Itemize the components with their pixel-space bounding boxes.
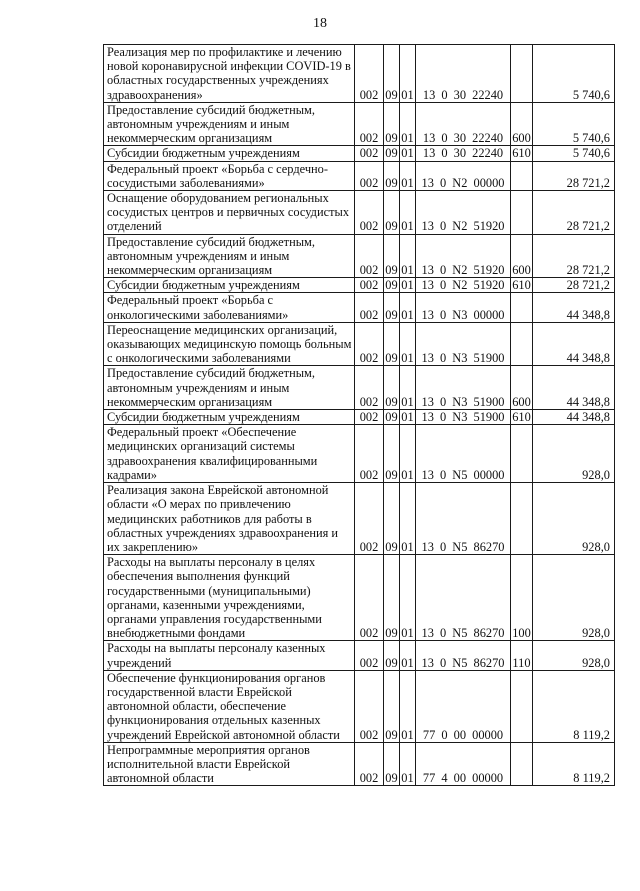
row-sum: 928,0 xyxy=(533,555,615,641)
row-rz: 09 xyxy=(384,102,400,146)
row-csr: 13 0 30 22240 xyxy=(422,146,504,161)
row-sum: 928,0 xyxy=(533,641,615,670)
row-rz: 09 xyxy=(384,45,400,103)
row-pr: 01 xyxy=(400,322,416,366)
row-csr-cell xyxy=(416,191,511,235)
row-vr: 600 xyxy=(511,102,533,146)
row-vr xyxy=(511,191,533,235)
row-rz: 09 xyxy=(384,191,400,235)
row-name: Субсидии бюджетным учреждениям xyxy=(104,410,355,425)
row-vr xyxy=(511,161,533,190)
row-gr: 002 xyxy=(355,483,384,555)
row-csr: 13 0 N5 00000 xyxy=(421,467,505,482)
row-pr: 01 xyxy=(401,410,414,425)
row-csr: 13 0 30 22240 xyxy=(422,87,504,102)
table-row xyxy=(104,425,615,483)
row-sum: 28 721,2 xyxy=(533,234,615,278)
row-csr-cell xyxy=(416,670,511,742)
row-rz: 09 xyxy=(385,410,398,425)
row-pr: 01 xyxy=(400,641,416,670)
row-rz: 09 xyxy=(384,555,400,641)
row-csr-cell xyxy=(416,234,511,278)
table-row xyxy=(104,322,615,366)
row-rz: 09 xyxy=(384,641,400,670)
row-csr-cell xyxy=(416,742,511,786)
row-name: Федеральный проект «Обеспечение медицинских организаций системы здравоохранения квалифицированными кадрами» xyxy=(104,425,355,483)
row-csr: 77 0 00 00000 xyxy=(422,727,504,742)
row-csr: 13 0 N3 51900 xyxy=(421,410,505,425)
table-row xyxy=(104,191,615,235)
row-csr: 13 0 N3 51900 xyxy=(421,394,505,409)
row-pr: 01 xyxy=(400,742,416,786)
row-gr: 002 xyxy=(355,425,384,483)
row-gr: 002 xyxy=(355,366,384,410)
row-csr-cell xyxy=(416,102,511,146)
row-sum: 5 740,6 xyxy=(533,45,615,103)
row-sum: 44 348,8 xyxy=(533,366,615,410)
row-csr-cell xyxy=(416,555,511,641)
row-csr-cell xyxy=(416,161,511,190)
row-gr: 002 xyxy=(355,322,384,366)
row-gr: 002 xyxy=(355,191,384,235)
row-pr: 01 xyxy=(400,425,416,483)
row-sum: 5 740,6 xyxy=(533,102,615,146)
table-row xyxy=(104,102,615,146)
row-csr-cell xyxy=(416,425,511,483)
row-csr-cell xyxy=(416,410,511,425)
row-vr: 100 xyxy=(511,555,533,641)
row-name: Предоставление субсидий бюджетным, автономным учреждениям и иным некоммерческим организациям xyxy=(104,234,355,278)
row-pr: 01 xyxy=(400,293,416,322)
row-csr-cell xyxy=(416,45,511,103)
row-vr xyxy=(511,45,533,103)
row-csr-cell xyxy=(416,366,511,410)
row-rz: 09 xyxy=(384,366,400,410)
row-name: Оснащение оборудованием региональных сосудистых центров и первичных сосудистых отделений xyxy=(104,191,355,235)
row-name: Непрограммные мероприятия органов исполнительной власти Еврейской автономной области xyxy=(104,742,355,786)
table-row xyxy=(104,234,615,278)
row-rz: 09 xyxy=(384,161,400,190)
row-name: Субсидии бюджетным учреждениям xyxy=(104,278,355,293)
row-name: Обеспечение функционирования органов государственной власти Еврейской автономной области, обеспечение функционирования отдельных казенных учреждений Еврейской автономной области xyxy=(104,670,355,742)
row-gr: 002 xyxy=(355,293,384,322)
table-row xyxy=(104,293,615,322)
row-gr: 002 xyxy=(355,146,384,161)
row-pr: 01 xyxy=(400,191,416,235)
row-pr: 01 xyxy=(400,161,416,190)
row-sum: 8 119,2 xyxy=(533,742,615,786)
row-rz: 09 xyxy=(385,278,398,293)
row-csr-cell xyxy=(416,293,511,322)
row-csr: 13 0 N2 51920 xyxy=(421,219,505,234)
row-csr-cell xyxy=(416,483,511,555)
row-rz: 09 xyxy=(384,483,400,555)
row-sum: 8 119,2 xyxy=(533,670,615,742)
row-sum: 928,0 xyxy=(533,483,615,555)
row-pr: 01 xyxy=(400,555,416,641)
row-csr: 13 0 N2 00000 xyxy=(421,175,505,190)
row-vr xyxy=(511,670,533,742)
row-gr: 002 xyxy=(355,161,384,190)
row-vr xyxy=(511,425,533,483)
row-pr: 01 xyxy=(400,483,416,555)
row-name: Реализация закона Еврейской автономной области «О мерах по привлечению медицинских работников для работы в областных учреждениях здравоохранения и их закреплению» xyxy=(104,483,355,555)
row-csr-cell xyxy=(416,641,511,670)
row-sum: 44 348,8 xyxy=(533,293,615,322)
row-name: Переоснащение медицинских организаций, оказывающих медицинскую помощь больным с онкологическими заболеваниями xyxy=(104,322,355,366)
row-csr: 13 0 N2 51920 xyxy=(421,278,505,293)
row-rz: 09 xyxy=(385,146,398,161)
row-vr: 600 xyxy=(511,366,533,410)
table-row xyxy=(104,146,615,161)
page-number: 18 xyxy=(313,16,327,31)
row-sum: 28 721,2 xyxy=(533,191,615,235)
row-csr: 13 0 30 22240 xyxy=(422,131,504,146)
row-vr xyxy=(511,322,533,366)
row-vr xyxy=(511,483,533,555)
row-name: Предоставление субсидий бюджетным, автономным учреждениям и иным некоммерческим организациям xyxy=(104,366,355,410)
row-csr-cell xyxy=(416,322,511,366)
row-csr: 13 0 N5 86270 xyxy=(421,626,505,641)
row-gr: 002 xyxy=(355,742,384,786)
row-name: Расходы на выплаты персоналу в целях обеспечения выполнения функций государственными (муниципальными) органами, казенными учреждениями, органами управления государственными внебюджетными фондами xyxy=(104,555,355,641)
row-gr: 002 xyxy=(355,102,384,146)
row-vr: 600 xyxy=(511,234,533,278)
table-row xyxy=(104,278,615,293)
row-gr: 002 xyxy=(355,670,384,742)
row-rz: 09 xyxy=(384,670,400,742)
table-row xyxy=(104,742,615,786)
row-gr: 002 xyxy=(355,641,384,670)
row-sum: 928,0 xyxy=(533,425,615,483)
row-vr: 610 xyxy=(512,278,531,293)
row-rz: 09 xyxy=(384,293,400,322)
row-sum: 28 721,2 xyxy=(533,161,615,190)
row-vr xyxy=(511,742,533,786)
row-gr: 002 xyxy=(355,555,384,641)
row-pr: 01 xyxy=(400,102,416,146)
row-csr-cell xyxy=(416,146,511,161)
row-vr: 610 xyxy=(512,410,531,425)
table-row xyxy=(104,161,615,190)
row-pr: 01 xyxy=(401,146,414,161)
row-pr: 01 xyxy=(400,670,416,742)
row-sum: 44 348,8 xyxy=(533,322,615,366)
row-gr: 002 xyxy=(355,45,384,103)
row-rz: 09 xyxy=(384,425,400,483)
row-csr: 77 4 00 00000 xyxy=(422,771,504,786)
row-csr: 13 0 N5 86270 xyxy=(421,655,505,670)
budget-table xyxy=(103,44,615,786)
row-pr: 01 xyxy=(400,366,416,410)
table-row xyxy=(104,366,615,410)
row-gr: 002 xyxy=(355,410,384,425)
row-name: Федеральный проект «Борьба с онкологическими заболеваниями» xyxy=(104,293,355,322)
row-pr: 01 xyxy=(400,234,416,278)
row-sum: 44 348,8 xyxy=(533,410,615,425)
table-row xyxy=(104,670,615,742)
row-vr xyxy=(511,293,533,322)
row-name: Реализация мер по профилактике и лечению новой коронавирусной инфекции COVID-19 в областных государственных учреждениях здравоохранения» xyxy=(104,45,355,103)
table-body xyxy=(104,45,615,786)
row-vr: 610 xyxy=(512,146,531,161)
table-row xyxy=(104,483,615,555)
row-gr: 002 xyxy=(355,234,384,278)
table-row xyxy=(104,641,615,670)
table-row xyxy=(104,45,615,103)
row-vr: 110 xyxy=(511,641,533,670)
row-name: Субсидии бюджетным учреждениям xyxy=(104,146,355,161)
row-csr: 13 0 N5 86270 xyxy=(421,539,505,554)
row-sum: 28 721,2 xyxy=(533,278,615,293)
row-gr: 002 xyxy=(355,278,384,293)
row-csr: 13 0 N3 00000 xyxy=(421,307,505,322)
row-rz: 09 xyxy=(384,322,400,366)
table-row xyxy=(104,555,615,641)
row-rz: 09 xyxy=(384,742,400,786)
row-csr-cell xyxy=(416,278,511,293)
row-sum: 5 740,6 xyxy=(533,146,615,161)
row-csr: 13 0 N3 51900 xyxy=(421,351,505,366)
row-name: Расходы на выплаты персоналу казенных учреждений xyxy=(104,641,355,670)
row-pr: 01 xyxy=(401,278,414,293)
row-rz: 09 xyxy=(384,234,400,278)
row-name: Предоставление субсидий бюджетным, автономным учреждениям и иным некоммерческим организациям xyxy=(104,102,355,146)
table-row xyxy=(104,410,615,425)
row-pr: 01 xyxy=(400,45,416,103)
row-name: Федеральный проект «Борьба с сердечно-сосудистыми заболеваниями» xyxy=(104,161,355,190)
row-csr: 13 0 N2 51920 xyxy=(421,263,505,278)
